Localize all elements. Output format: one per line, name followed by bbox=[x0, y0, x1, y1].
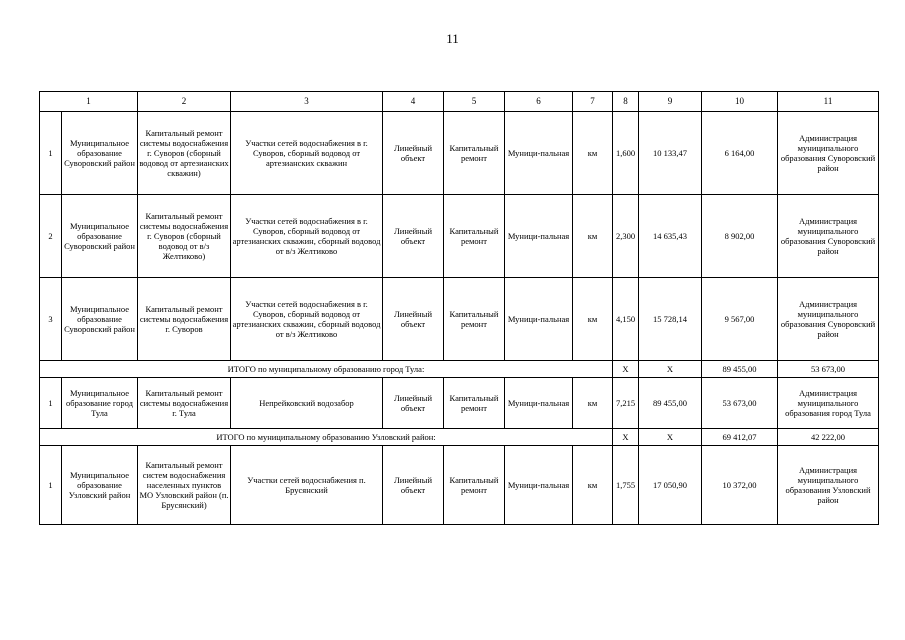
project-cell: Капитальный ремонт систем водоснабжения населенных пунктов МО Узловский район (п. Брусянский) bbox=[138, 446, 231, 525]
cost-budget-cell: 9 567,00 bbox=[702, 278, 778, 361]
total-row bbox=[40, 429, 879, 446]
table-row bbox=[40, 446, 879, 525]
header-cell: 10 bbox=[702, 92, 778, 112]
header-cell: 6 bbox=[505, 92, 573, 112]
unit-cell: км bbox=[573, 446, 613, 525]
work-type-cell: Капитальный ремонт bbox=[444, 378, 505, 429]
ownership-cell: Муници-пальная bbox=[505, 195, 573, 278]
header-cell: 4 bbox=[383, 92, 444, 112]
cost-total-cell: 89 455,00 bbox=[639, 378, 702, 429]
unit-cell: км bbox=[573, 195, 613, 278]
table-row bbox=[40, 112, 879, 195]
unit-cell: км bbox=[573, 112, 613, 195]
cost-budget-cell: 53 673,00 bbox=[702, 378, 778, 429]
customer-cell: Администрация муниципального образования Суворовский район bbox=[778, 112, 879, 195]
customer-cell: Администрация муниципального образования Суворовский район bbox=[778, 278, 879, 361]
length-cell: 7,215 bbox=[613, 378, 639, 429]
header-cell: 11 bbox=[778, 92, 879, 112]
total-amount: 53 673,00 bbox=[778, 361, 879, 378]
municipality-cell: Муниципальное образование Суворовский район bbox=[62, 195, 138, 278]
project-cell: Капитальный ремонт системы водоснабжения г. Суворов bbox=[138, 278, 231, 361]
row-number: 1 bbox=[40, 112, 62, 195]
ownership-cell: Муници-пальная bbox=[505, 446, 573, 525]
objects-table bbox=[39, 91, 879, 525]
total-x-cell: Х bbox=[613, 429, 639, 446]
cost-budget-cell: 10 372,00 bbox=[702, 446, 778, 525]
project-cell: Капитальный ремонт системы водоснабжения г. Суворов (сборный водовод от в/з Желтиково) bbox=[138, 195, 231, 278]
municipality-cell: Муниципальное образование Суворовский район bbox=[62, 112, 138, 195]
object-type-cell: Линейный объект bbox=[383, 446, 444, 525]
table-row bbox=[40, 378, 879, 429]
ownership-cell: Муници-пальная bbox=[505, 378, 573, 429]
site-cell: Непрейковский водозабор bbox=[231, 378, 383, 429]
project-cell: Капитальный ремонт системы водоснабжения г. Суворов (сборный водовод от артезианских скважин) bbox=[138, 112, 231, 195]
row-number: 1 bbox=[40, 378, 62, 429]
work-type-cell: Капитальный ремонт bbox=[444, 446, 505, 525]
cost-total-cell: 10 133,47 bbox=[639, 112, 702, 195]
cost-total-cell: 17 050,90 bbox=[639, 446, 702, 525]
project-cell: Капитальный ремонт системы водоснабжения г. Тула bbox=[138, 378, 231, 429]
ownership-cell: Муници-пальная bbox=[505, 112, 573, 195]
row-number: 2 bbox=[40, 195, 62, 278]
header-cell: 1 bbox=[40, 92, 138, 112]
header-cell: 8 bbox=[613, 92, 639, 112]
total-x-cell: Х bbox=[613, 361, 639, 378]
work-type-cell: Капитальный ремонт bbox=[444, 195, 505, 278]
object-type-cell: Линейный объект bbox=[383, 278, 444, 361]
site-cell: Участки сетей водоснабжения в г. Суворов, сборный водовод от артезианских скважин, сборный водовод от в/з Желтиково bbox=[231, 278, 383, 361]
total-row bbox=[40, 361, 879, 378]
customer-cell: Администрация муниципального образования город Тула bbox=[778, 378, 879, 429]
table-row bbox=[40, 195, 879, 278]
header-cell: 9 bbox=[639, 92, 702, 112]
total-amount: 69 412,07 bbox=[702, 429, 778, 446]
length-cell: 4,150 bbox=[613, 278, 639, 361]
municipality-cell: Муниципальное образование Суворовский район bbox=[62, 278, 138, 361]
cost-budget-cell: 6 164,00 bbox=[702, 112, 778, 195]
work-type-cell: Капитальный ремонт bbox=[444, 112, 505, 195]
cost-budget-cell: 8 902,00 bbox=[702, 195, 778, 278]
object-type-cell: Линейный объект bbox=[383, 195, 444, 278]
total-amount: 42 222,00 bbox=[778, 429, 879, 446]
total-x-cell: Х bbox=[639, 361, 702, 378]
header-row bbox=[40, 92, 879, 112]
object-type-cell: Линейный объект bbox=[383, 112, 444, 195]
table-row bbox=[40, 278, 879, 361]
row-number: 3 bbox=[40, 278, 62, 361]
page-number: 11 bbox=[446, 31, 459, 46]
customer-cell: Администрация муниципального образования Суворовский район bbox=[778, 195, 879, 278]
municipality-cell: Муниципальное образование Узловский район bbox=[62, 446, 138, 525]
length-cell: 1,755 bbox=[613, 446, 639, 525]
site-cell: Участки сетей водоснабжения в г. Суворов, сборный водовод от артезианских скважин, сборный водовод от в/з Желтиково bbox=[231, 195, 383, 278]
ownership-cell: Муници-пальная bbox=[505, 278, 573, 361]
site-cell: Участки сетей водоснабжения п. Брусянский bbox=[231, 446, 383, 525]
length-cell: 2,300 bbox=[613, 195, 639, 278]
total-label: ИТОГО по муниципальному образованию Узловский район: bbox=[40, 429, 613, 446]
municipality-cell: Муниципальное образование город Тула bbox=[62, 378, 138, 429]
object-type-cell: Линейный объект bbox=[383, 378, 444, 429]
header-cell: 3 bbox=[231, 92, 383, 112]
header-cell: 5 bbox=[444, 92, 505, 112]
work-type-cell: Капитальный ремонт bbox=[444, 278, 505, 361]
cost-total-cell: 15 728,14 bbox=[639, 278, 702, 361]
total-label: ИТОГО по муниципальному образованию город Тула: bbox=[40, 361, 613, 378]
length-cell: 1,600 bbox=[613, 112, 639, 195]
header-cell: 2 bbox=[138, 92, 231, 112]
total-x-cell: Х bbox=[639, 429, 702, 446]
row-number: 1 bbox=[40, 446, 62, 525]
customer-cell: Администрация муниципального образования Узловский район bbox=[778, 446, 879, 525]
unit-cell: км bbox=[573, 278, 613, 361]
total-amount: 89 455,00 bbox=[702, 361, 778, 378]
unit-cell: км bbox=[573, 378, 613, 429]
header-cell: 7 bbox=[573, 92, 613, 112]
site-cell: Участки сетей водоснабжения в г. Суворов, сборный водовод от артезианских скважин bbox=[231, 112, 383, 195]
cost-total-cell: 14 635,43 bbox=[639, 195, 702, 278]
